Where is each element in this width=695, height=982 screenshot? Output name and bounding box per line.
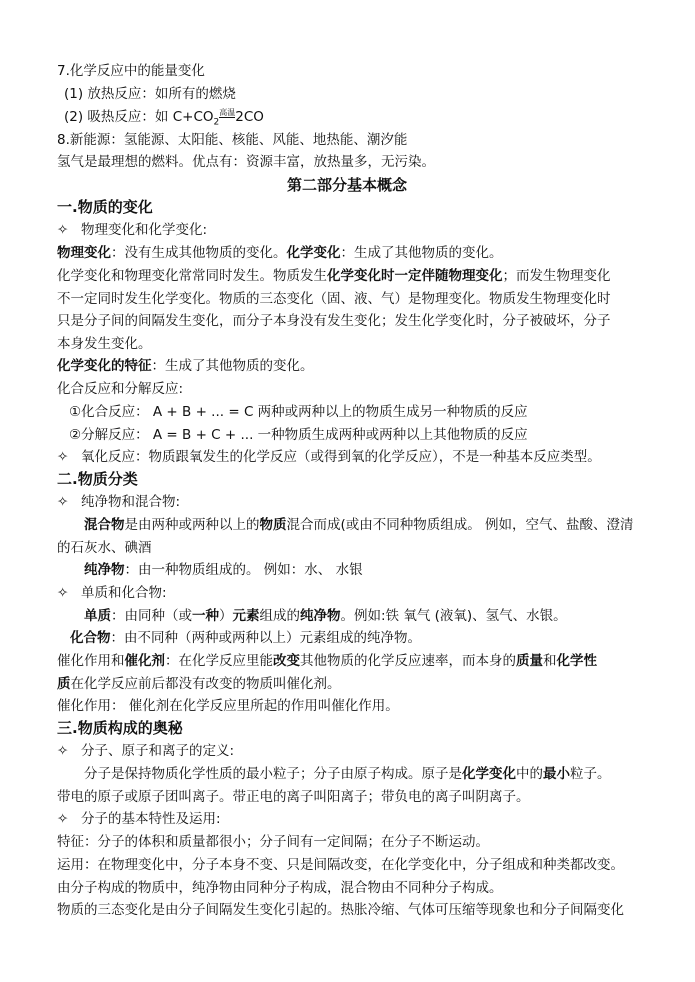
paragraph-line-3: 只是分子间的间隔发生变化，而分子本身没有发生变化；发生化学变化时，分子被破坏，分子 xyxy=(57,313,611,329)
combination-reaction: ①化合反应： A + B + ... = C 两种或两种以上的物质生成另一种物质的反应 xyxy=(69,404,528,420)
exothermic-line: (1) 放热反应：如所有的燃烧 xyxy=(64,86,236,102)
bullet-icon: ✧ xyxy=(57,811,69,827)
mixture-def: 混合物是由两种或两种以上的物质混合而成(或由不同种物质组成。 例如，空气、盐酸、澄清 xyxy=(84,517,634,533)
element-def: 单质：由同种（或一种）元素组成的纯净物。例如:铁 氧气 (液氧)、氢气、水银。 xyxy=(84,608,567,624)
bullet-pure-mixture: ✧ 纯净物和混合物: xyxy=(57,494,181,510)
reaction-intro: 化合反应和分解反应: xyxy=(57,381,184,397)
three-states-line: 物质的三态变化是由分子间隔发生变化引起的。热胀冷缩、气体可压缩等现象也和分子间隔变化 xyxy=(57,902,624,918)
mixture-examples: 的石灰水、碘酒 xyxy=(57,540,152,556)
molecule-features: 特征：分子的体积和质量都很小；分子间有一定间隔；在分子不断运动。 xyxy=(57,834,489,850)
catalysis-def: 催化作用： 催化剂在化学反应里所起的作用叫催化作用。 xyxy=(57,698,399,714)
endothermic-line: (2) 吸热反应：如 $C+CO_2^{高温}2CO$ xyxy=(64,108,264,128)
paragraph-line-4: 本身发生变化。 xyxy=(57,336,152,352)
molecule-atom-def: 分子是保持物质化学性质的最小粒子；分子由原子构成。原子是化学变化中的最小粒子。 xyxy=(84,766,611,782)
heading-classification: 二.物质分类 xyxy=(57,470,138,488)
bullet-element-compound: ✧ 单质和化合物: xyxy=(57,585,167,601)
chem-change-feature: 化学变化的特征：生成了其他物质的变化。 xyxy=(57,358,314,374)
ion-def: 带电的原子或原子团叫离子。带正电的离子叫阳离子；带负电的离子叫阴离子。 xyxy=(57,789,530,805)
molecule-composition: 由分子构成的物质中，纯净物由同种分子构成，混合物由不同种分子构成。 xyxy=(57,880,503,896)
bullet-icon: ✧ xyxy=(57,743,69,759)
molecule-usage: 运用：在物理变化中，分子本身不变、只是间隔改变，在化学变化中，分子组成和种类都改变。 xyxy=(57,857,624,873)
bullet-icon: ✧ xyxy=(57,585,69,601)
part-two-heading: 第二部分基本概念 xyxy=(287,176,408,194)
bullet-oxidation: ✧ 氧化反应：物质跟氧发生的化学反应（或得到氧的化学反应），不是一种基本反应类型。 xyxy=(57,449,601,465)
bullet-icon: ✧ xyxy=(57,222,69,238)
bullet-icon: ✧ xyxy=(57,449,69,465)
heading-matter-structure: 三.物质构成的奥秘 xyxy=(57,719,183,737)
paragraph-line-2: 不一定同时发生化学变化。物质的三态变化（固、液、气）是物理变化。物质发生物理变化时 xyxy=(57,291,611,307)
decomposition-reaction: ②分解反应： A = B + C + ... 一种物质生成两种或两种以上其他物质的反应 xyxy=(69,427,528,443)
heading-matter-change: 一.物质的变化 xyxy=(57,198,153,216)
section-7-title: 7.化学反应中的能量变化 xyxy=(57,63,205,79)
catalyst-line-1: 催化作用和催化剂：在化学反应里能改变其他物质的化学反应速率，而本身的质量和化学性 xyxy=(57,653,597,669)
catalyst-line-2: 质在化学反应前后都没有改变的物质叫催化剂。 xyxy=(57,676,341,692)
hydrogen-fuel-line: 氢气是最理想的燃料。优点有：资源丰富，放热量多，无污染。 xyxy=(57,154,435,170)
compound-def: 化合物：由不同种（两种或两种以上）元素组成的纯净物。 xyxy=(70,630,421,646)
bullet-particles: ✧ 分子、原子和离子的定义: xyxy=(57,743,235,759)
paragraph-line-1: 化学变化和物理变化常常同时发生。物质发生化学变化时一定伴随物理变化；而发生物理变化 xyxy=(57,268,611,284)
section-8-title: 8.新能源：氢能源、太阳能、核能、风能、地热能、潮汐能 xyxy=(57,132,408,148)
pure-substance-def: 纯净物：由一种物质组成的。 例如：水、 水银 xyxy=(84,562,363,578)
bullet-molecule-properties: ✧ 分子的基本特性及运用: xyxy=(57,811,221,827)
bullet-icon: ✧ xyxy=(57,494,69,510)
phys-chem-def: 物理变化：没有生成其他物质的变化。化学变化：生成了其他物质的变化。 xyxy=(57,245,503,261)
bullet-phys-chem: ✧ 物理变化和化学变化: xyxy=(57,222,208,238)
reaction-condition: 高温 xyxy=(219,108,236,117)
